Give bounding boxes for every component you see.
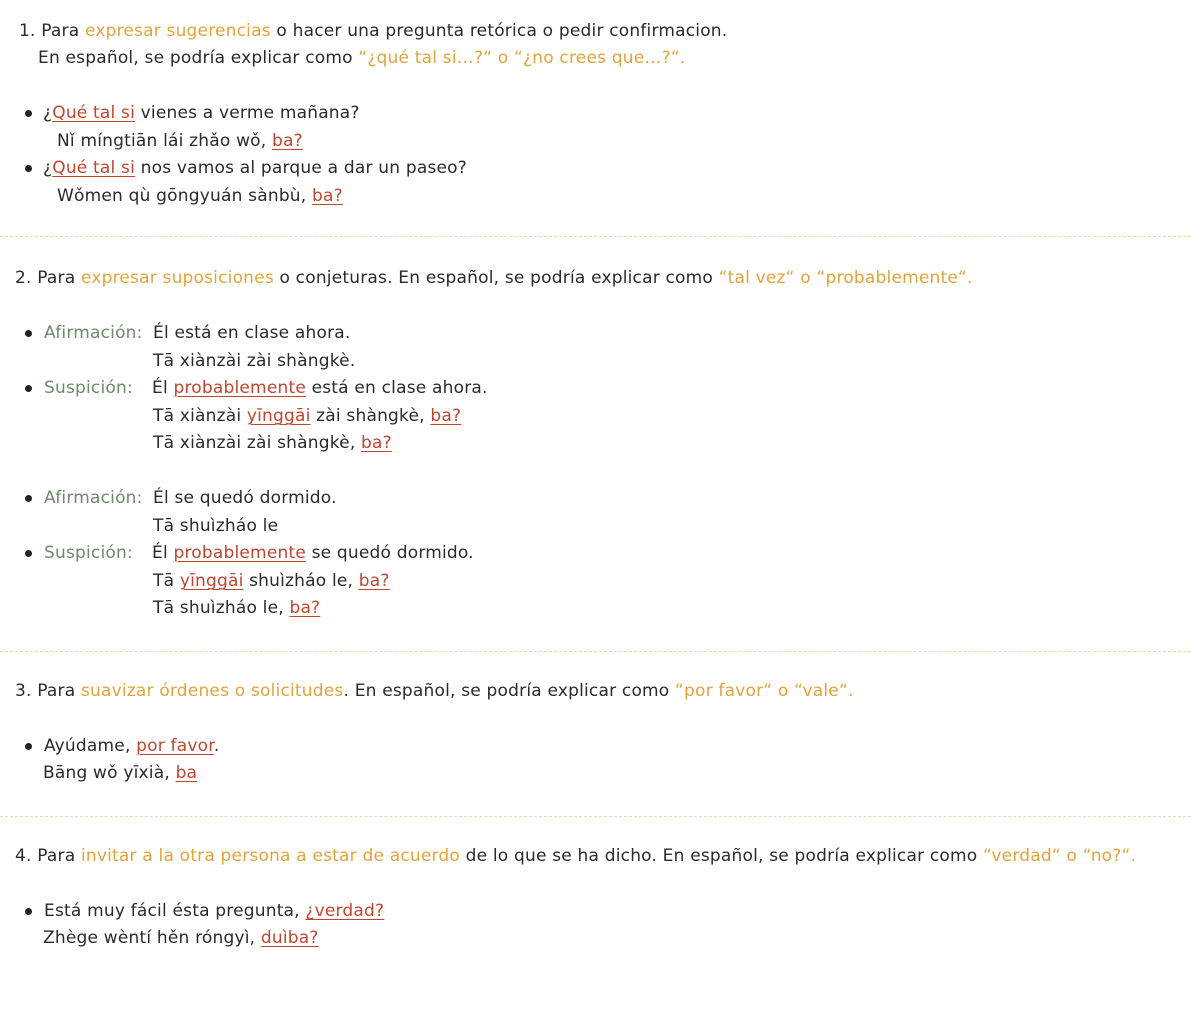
example-spanish: Él está en clase ahora. xyxy=(153,323,351,343)
underlined-keyword: por favor xyxy=(136,736,214,756)
text: Zhège wèntí hěn róngyì, xyxy=(43,928,261,948)
text: se quedó dormido. xyxy=(305,543,474,563)
example-pinyin xyxy=(57,130,303,152)
underlined-keyword: probablemente xyxy=(173,543,306,563)
underlined-keyword: ba? xyxy=(312,186,343,206)
underlined-keyword: yīnggāi xyxy=(246,406,311,426)
example-pinyin xyxy=(153,405,461,427)
highlight-text: “¿qué tal si…?“ o “¿no crees que…?“. xyxy=(358,48,686,68)
example-spanish xyxy=(44,735,219,757)
text: shuìzháo le, xyxy=(243,571,359,591)
text: Tā shuìzháo le, xyxy=(153,598,290,618)
text: Nǐ míngtiān lái zhǎo wǒ, xyxy=(57,131,272,151)
afirmacion-label: Afirmación: xyxy=(44,488,143,508)
bullet-icon xyxy=(25,908,32,915)
text: Tā xyxy=(153,571,180,591)
text: Tā xiànzài xyxy=(153,406,247,426)
section2-heading xyxy=(15,267,973,289)
text: En español, se podría explicar como xyxy=(38,48,359,68)
section1-explanation xyxy=(38,47,685,69)
text: zài shàngkè, xyxy=(310,406,431,426)
bullet-icon xyxy=(25,330,32,337)
text: 3. Para xyxy=(15,681,81,701)
text: ¿ xyxy=(43,103,53,123)
text: nos vamos al parque a dar un paseo? xyxy=(135,158,467,178)
section3-heading xyxy=(15,680,854,702)
example-pinyin xyxy=(153,432,392,454)
underlined-keyword: Qué tal si xyxy=(52,158,136,178)
section4-heading xyxy=(15,845,1136,867)
example-spanish xyxy=(43,102,360,124)
example-spanish xyxy=(152,377,488,399)
highlight-text: expresar suposiciones xyxy=(80,268,274,288)
underlined-keyword: yīnggāi xyxy=(179,571,244,591)
underlined-keyword: ba? xyxy=(430,406,462,426)
bullet-icon xyxy=(25,110,32,117)
text: 1. Para xyxy=(19,21,85,41)
suspicion-label: Suspición: xyxy=(44,543,133,563)
example-pinyin xyxy=(43,762,197,784)
underlined-keyword: ba xyxy=(175,763,198,783)
example-spanish xyxy=(43,157,467,179)
text: de lo que se ha dicho. En español, se podría explicar como xyxy=(460,846,983,866)
section-divider xyxy=(0,651,1191,652)
bullet-icon xyxy=(25,165,32,172)
section-divider xyxy=(0,236,1191,237)
highlight-text: suavizar órdenes o solicitudes xyxy=(80,681,344,701)
example-pinyin xyxy=(43,927,319,949)
example-pinyin xyxy=(57,185,343,207)
text: Tā xiànzài zài shàngkè, xyxy=(153,433,362,453)
example-pinyin xyxy=(153,570,390,592)
underlined-keyword: duìba? xyxy=(260,928,319,948)
bullet-icon xyxy=(25,550,32,557)
section-divider xyxy=(0,816,1191,817)
text: 2. Para xyxy=(15,268,81,288)
text: o conjeturas. En español, se podría explicar como xyxy=(273,268,719,288)
example-pinyin: Tā shuìzháo le xyxy=(153,516,279,536)
suspicion-label: Suspición: xyxy=(44,378,133,398)
text: Wǒmen qù gōngyuán sànbù, xyxy=(57,186,312,206)
bullet-icon xyxy=(25,495,32,502)
text: . En español, se podría explicar como xyxy=(343,681,676,701)
text: Él xyxy=(152,378,174,398)
underlined-keyword: ba? xyxy=(358,571,390,591)
text: Está muy fácil ésta pregunta, xyxy=(44,901,306,921)
text: 4. Para xyxy=(15,846,81,866)
example-spanish xyxy=(44,900,384,922)
bullet-icon xyxy=(25,743,32,750)
text: Ayúdame, xyxy=(44,736,137,756)
underlined-keyword: ba? xyxy=(289,598,321,618)
highlight-text: “tal vez“ o “probablemente“. xyxy=(718,268,973,288)
underlined-keyword: ba? xyxy=(271,131,303,151)
example-pinyin xyxy=(153,597,320,619)
text: Él xyxy=(152,543,174,563)
highlight-text: expresar sugerencias xyxy=(84,21,271,41)
afirmacion-label: Afirmación: xyxy=(44,323,143,343)
text: ¿ xyxy=(43,158,53,178)
bullet-icon xyxy=(25,385,32,392)
text: o hacer una pregunta retórica o pedir confirmacion. xyxy=(270,21,728,41)
underlined-keyword: Qué tal si xyxy=(52,103,136,123)
section1-heading xyxy=(19,20,727,42)
text: . xyxy=(213,736,220,756)
highlight-text: “verdad“ o “no?“. xyxy=(983,846,1137,866)
text: Bāng wǒ yīxià, xyxy=(43,763,176,783)
highlight-text: invitar a la otra persona a estar de acuerdo xyxy=(80,846,460,866)
text: vienes a verme mañana? xyxy=(135,103,360,123)
example-spanish xyxy=(152,542,474,564)
example-pinyin: Tā xiànzài zài shàngkè. xyxy=(153,351,356,371)
text: está en clase ahora. xyxy=(305,378,488,398)
highlight-text: “por favor“ o “vale“. xyxy=(675,681,854,701)
underlined-keyword: probablemente xyxy=(173,378,306,398)
underlined-keyword: ¿verdad? xyxy=(305,901,385,921)
underlined-keyword: ba? xyxy=(361,433,392,453)
example-spanish: Él se quedó dormido. xyxy=(153,488,337,508)
